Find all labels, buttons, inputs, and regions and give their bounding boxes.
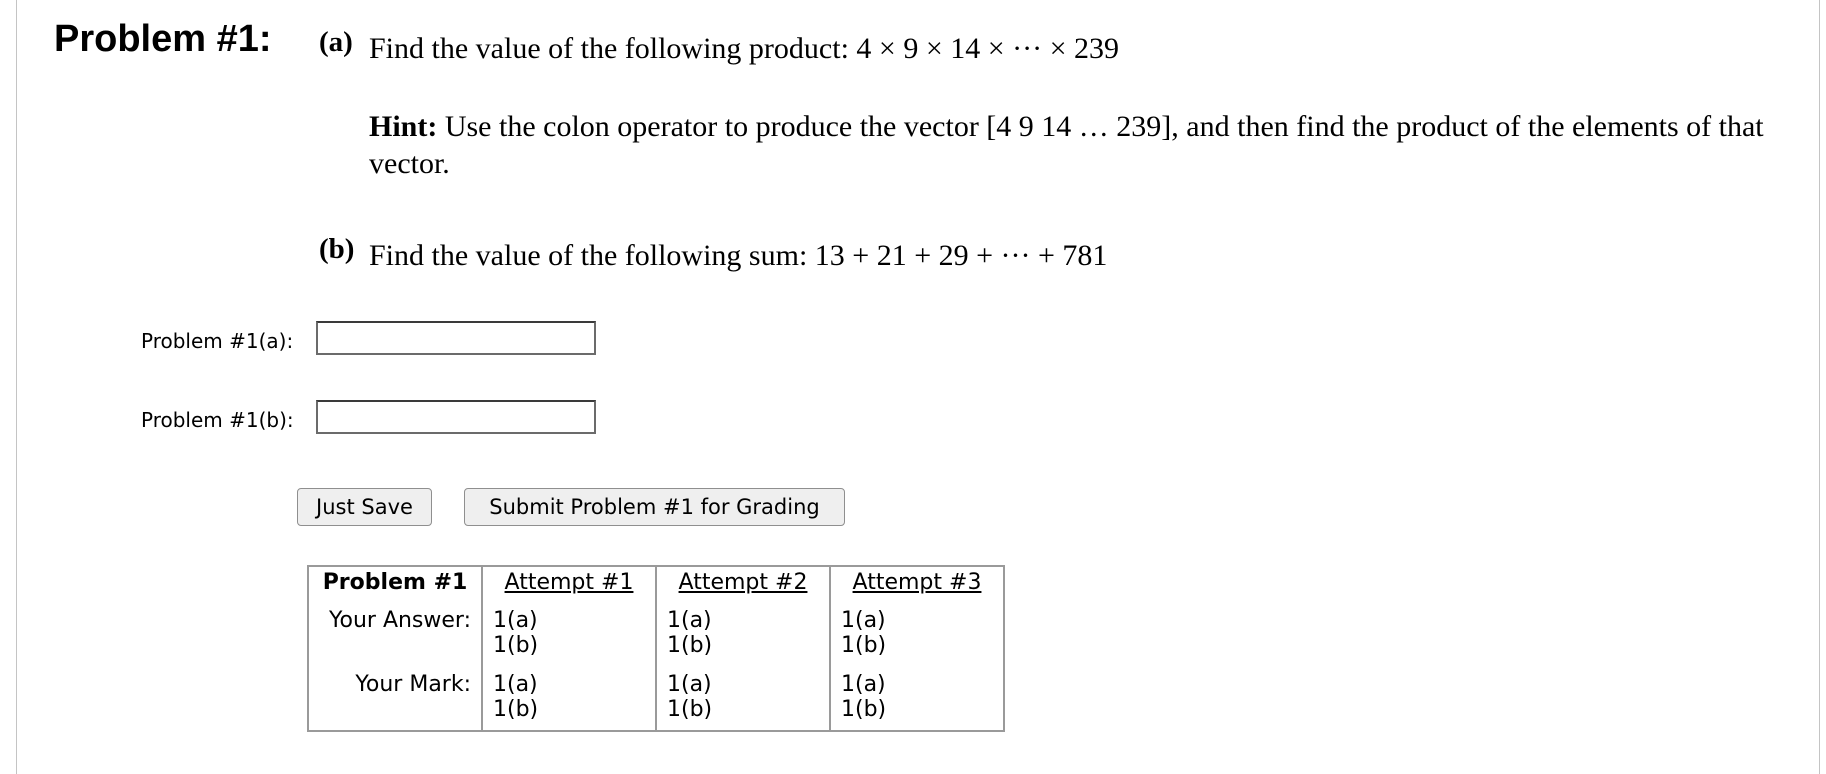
- part-b-letter: (b): [319, 233, 355, 265]
- your-mark-row: [308, 666, 1004, 731]
- part-a-label: 1(a): [841, 608, 886, 633]
- part-a-label: 1(a): [667, 608, 712, 633]
- attempt-3-header: [830, 566, 1004, 604]
- submit-for-grading-button[interactable]: Submit Problem #1 for Grading: [464, 488, 845, 526]
- attempt-1-answer-cell: [482, 604, 656, 666]
- part-a-label: 1(a): [841, 671, 886, 697]
- attempt-2-header: [656, 566, 830, 604]
- part-a-question: Find the value of the following product: 4 × 9 × 14 × ··· × 239: [369, 32, 1120, 65]
- part-b-label: 1(b): [667, 633, 713, 658]
- attempt-2-mark-cell: [656, 666, 830, 731]
- answer-b-label: Problem #1(b):: [141, 408, 294, 432]
- attempts-corner-header: Problem #1: [322, 570, 468, 595]
- part-b-label: 1(b): [493, 633, 539, 658]
- attempt-3-mark-cell: [830, 666, 1004, 731]
- page-frame-right: [1819, 0, 1820, 774]
- your-answer-label: Your Answer:: [328, 608, 471, 633]
- attempt-2-link[interactable]: Attempt #2: [678, 570, 808, 595]
- answer-b-input[interactable]: [316, 400, 596, 434]
- attempts-table: [307, 565, 1005, 732]
- page-frame-left: [16, 0, 17, 774]
- attempts-header-row: [308, 566, 1004, 604]
- attempt-2-answer-cell: [656, 604, 830, 666]
- attempt-3-answer-cell: [830, 604, 1004, 666]
- hint-label: Hint:: [369, 110, 438, 143]
- part-a-label: 1(a): [493, 608, 538, 633]
- part-b-label: 1(b): [493, 696, 539, 722]
- hint-paragraph: [369, 108, 1789, 182]
- attempt-3-link[interactable]: Attempt #3: [852, 570, 982, 595]
- just-save-button[interactable]: Just Save: [297, 488, 432, 526]
- answer-a-input[interactable]: [316, 321, 596, 355]
- part-b-label: 1(b): [841, 696, 887, 722]
- part-a-label: 1(a): [667, 671, 712, 697]
- attempt-1-mark-cell: [482, 666, 656, 731]
- your-mark-label: Your Mark:: [355, 671, 471, 697]
- part-b-label: 1(b): [667, 696, 713, 722]
- answer-a-label: Problem #1(a):: [141, 329, 294, 353]
- problem-title: Problem #1:: [54, 18, 272, 60]
- part-a-label: 1(a): [493, 671, 538, 697]
- hint-text: Use the colon operator to produce the vector [4 9 14 … 239], and then find the product of the elements of that vector.: [369, 110, 1764, 180]
- attempt-1-header: [482, 566, 656, 604]
- your-answer-row: [308, 604, 1004, 666]
- part-a-letter: (a): [319, 26, 353, 58]
- part-b-question: Find the value of the following sum: 13 + 21 + 29 + ··· + 781: [369, 239, 1108, 272]
- attempt-1-link[interactable]: Attempt #1: [504, 570, 634, 595]
- part-b-label: 1(b): [841, 633, 887, 658]
